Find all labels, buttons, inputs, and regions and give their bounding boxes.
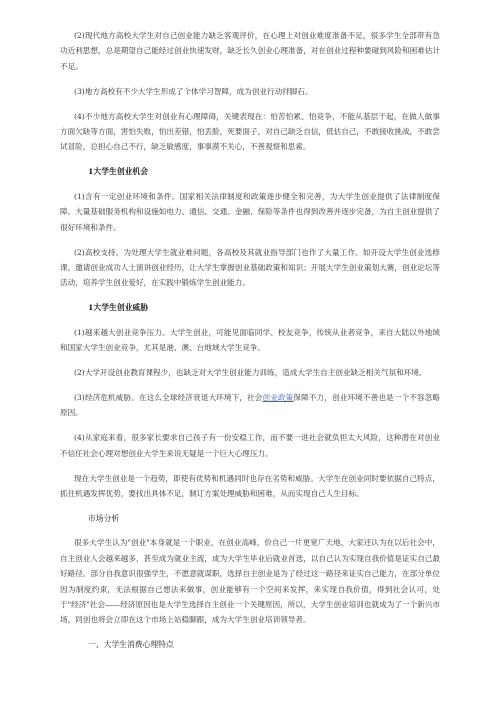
paragraph-text: (1)含有一定创业环境和条件。国家相关法律制度和政策逐步健全和完善，为大学生创业提供了法律制度保障。大量基础服务机构和设施如电力、通信、交通、金融、保险等条件也得到改善并逐步完备，为自主创业提供了很好环境和条件。	[60, 191, 440, 232]
paragraph-text: (4)不少地方高校大学生对创业有心理障碍，关键表现在：怕苦怕累、怕竞争，不能从基层干起，在做人做事方面欠缺等方面，害怕失败，怕出差错，怕丢脸，死要面子，对自己缺乏自信，低估自己，不敢接收挑战，不敢尝试冒险，总担心自己不行，缺乏敏感度，事事漠不关心，不善观察和思索。	[60, 111, 440, 152]
paragraph-text: (4)从家庭来看，很多家长要求自己孩子有一份安稳工作，而不要一进社会就负担太大风险，这种潜在对创业不信任社会心理对想创业大学生来说无疑是一个巨大心理压力。	[60, 433, 440, 458]
document-body	[60, 28, 440, 652]
paragraph-text: (2)大学开设创业教育课程少，也缺乏对大学生创业能力训练，造成大学生自主创业缺乏相关气氛和环境。	[74, 368, 427, 378]
paragraph-text: (3)地方高校有不少大学生形成了个体学习智障，成为创业行动拌脚石。	[74, 86, 313, 96]
paragraph-block	[60, 109, 440, 155]
paragraph-block	[60, 325, 440, 356]
paragraph-block	[60, 471, 440, 502]
paragraph-text: (3)经济危机威胁。在这么全球经济衰退大环境下，社会创业政策保障不力，创业环境不善也是一个不容忽略原因。	[60, 393, 440, 418]
heading-text: 一、大学生消费心理特点	[88, 640, 174, 650]
paragraph-block	[60, 84, 440, 99]
paragraph-block	[60, 430, 440, 461]
heading-text: 市场分析	[88, 513, 120, 523]
paragraph-text: (2)现代地方高校大学生对自己创业能力缺乏客观评价，在心理上对创业难度准备不足，很多学生全部带有急功近利思想，总是期望自己能经过创业快速发财，缺乏长久创业心理准备，对在创业过程种要碰到风险和困难估计不足。	[60, 31, 440, 71]
heading-text: 1大学生创业威胁	[88, 303, 149, 313]
paragraph-text: 很多大学生认为"创业"本身就是一个职业，在创业高峰，价自己一片更宽广天地，大家还认为在以后社会中，自主创业人会越来越多，甚至成为就业主流，成为大学生毕业后就业首选，以自己认为实现自我价值是证实自己最好路径。部分自我意识很强学生，不愿意就谋职，选择自主创业是为了经过这一路径来证实自己能力，在部分单位因为制度约束，无法根据自己想法来做事，创业能够有一个空间来发挥，来实现自我价值，得到社会认可，处于"经济"社会——经济原因也是大学生选择自主创业一个关键原因，所以，大学生创业培训也就成为了一个新兴市场，同创也将会立即在这个市场上站稳脚跟，成为大学生创业培训领导者。	[60, 538, 440, 625]
paragraph-block	[60, 535, 440, 627]
heading-text: 1大学生创业机会	[88, 167, 149, 177]
section-heading	[60, 511, 440, 526]
inline-link[interactable]: 创业政策	[262, 393, 294, 402]
paragraph-block	[60, 28, 440, 74]
paragraph-block	[60, 390, 440, 421]
paragraph-block	[60, 365, 440, 380]
section-heading	[60, 300, 440, 315]
paragraph-block	[60, 245, 440, 291]
paragraph-block	[60, 189, 440, 235]
paragraph-text: (1)越来越大创业竞争压力。大学生创业，可能见面临同学、校友竞争，传统从业者竞争，来自大陆以外地域和国家大学生创业竞争，尤其是港、澳、台地域大学生竞争。	[60, 327, 440, 353]
paragraph-text: 现在大学生创业是一个趋势，即使有优势和机遇同时也存在劣势和威胁。大学生在创业同时要依据自己特点，抓住机遇发挥优势，要找出具体不足，制订方案处理威胁和困难，从而实现自己人生目标。	[60, 473, 440, 499]
section-heading	[60, 164, 440, 179]
section-heading	[60, 637, 440, 652]
paragraph-text: (2)高校支持。为处理大学生就业难问题，各高校及其就业指导部门也作了大量工作。如开设大学生创业选修课，邀请创业成功人士演讲创业经历，让大学生掌握创业基础政策和知识；开展大学生创业策划大赛，创业论坛等活动，培养学生创业爱好，在实践中锻炼学生创业能力。	[60, 247, 440, 288]
